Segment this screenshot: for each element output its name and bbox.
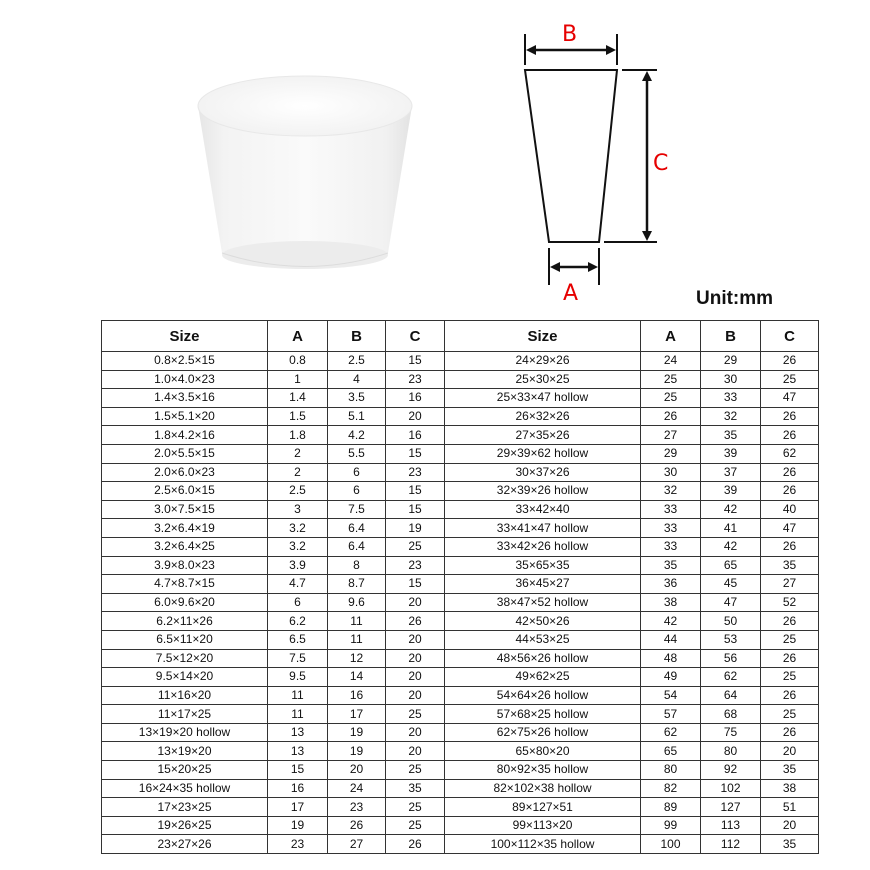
table-cell: 47 [761, 389, 819, 408]
table-cell: 23 [268, 835, 328, 854]
table-cell: 32 [701, 407, 761, 426]
table-cell: 26 [761, 537, 819, 556]
table-cell: 3.0×7.5×15 [102, 500, 268, 519]
table-body [102, 352, 819, 854]
table-cell: 4.2 [328, 426, 386, 445]
table-cell: 20 [386, 630, 445, 649]
table-cell: 42 [701, 537, 761, 556]
table-cell: 16 [328, 686, 386, 705]
table-cell: 113 [701, 816, 761, 835]
table-cell: 35 [761, 835, 819, 854]
table-cell: 16×24×35 hollow [102, 779, 268, 798]
table-cell: 13×19×20 hollow [102, 723, 268, 742]
table-cell: 39 [701, 444, 761, 463]
table-cell: 64 [701, 686, 761, 705]
unit-label: Unit:mm [696, 288, 774, 309]
table-cell: 65 [641, 742, 701, 761]
table-row [102, 723, 819, 742]
table-cell: 6.5 [268, 630, 328, 649]
table-cell: 1.8×4.2×16 [102, 426, 268, 445]
table-cell: 19 [386, 519, 445, 538]
table-cell: 47 [701, 593, 761, 612]
table-cell: 1 [268, 370, 328, 389]
table-cell: 35 [386, 779, 445, 798]
table-cell: 20 [386, 649, 445, 668]
table-cell: 16 [386, 389, 445, 408]
table-cell: 27 [641, 426, 701, 445]
table-cell: 6 [328, 482, 386, 501]
table-cell: 53 [701, 630, 761, 649]
table-cell: 14 [328, 668, 386, 687]
table-cell: 25 [761, 668, 819, 687]
table-cell: 20 [386, 742, 445, 761]
table-cell: 27 [328, 835, 386, 854]
table-cell: 33×41×47 hollow [445, 519, 641, 538]
table-cell: 44 [641, 630, 701, 649]
table-cell: 6 [328, 463, 386, 482]
table-cell: 25×30×25 [445, 370, 641, 389]
size-spec-table [101, 320, 819, 854]
table-cell: 127 [701, 798, 761, 817]
table-cell: 89×127×51 [445, 798, 641, 817]
table-cell: 49 [641, 668, 701, 687]
table-cell: 82×102×38 hollow [445, 779, 641, 798]
table-row [102, 407, 819, 426]
table-cell: 2 [268, 444, 328, 463]
table-cell: 100 [641, 835, 701, 854]
column-header: Size [102, 321, 268, 352]
table-cell: 6.4 [328, 537, 386, 556]
table-cell: 6.4 [328, 519, 386, 538]
table-cell: 99×113×20 [445, 816, 641, 835]
table-cell: 26 [761, 612, 819, 631]
table-cell: 13 [268, 742, 328, 761]
table-cell: 2.0×6.0×23 [102, 463, 268, 482]
table-cell: 25 [761, 370, 819, 389]
table-row [102, 761, 819, 780]
table-cell: 25×33×47 hollow [445, 389, 641, 408]
table-row [102, 500, 819, 519]
dimension-diagram [505, 10, 705, 310]
table-row [102, 519, 819, 538]
table-cell: 20 [328, 761, 386, 780]
table-cell: 48×56×26 hollow [445, 649, 641, 668]
table-cell: 48 [641, 649, 701, 668]
table-cell: 26 [328, 816, 386, 835]
table-cell: 20 [386, 668, 445, 687]
table-cell: 6 [268, 593, 328, 612]
table-cell: 16 [268, 779, 328, 798]
table-cell: 3.2 [268, 519, 328, 538]
table-cell: 62 [641, 723, 701, 742]
table-cell: 38×47×52 hollow [445, 593, 641, 612]
table-cell: 54×64×26 hollow [445, 686, 641, 705]
table-cell: 68 [701, 705, 761, 724]
table-cell: 15 [386, 352, 445, 371]
table-cell: 15 [268, 761, 328, 780]
column-header: A [641, 321, 701, 352]
table-cell: 26 [761, 686, 819, 705]
table-cell: 9.5×14×20 [102, 668, 268, 687]
table-cell: 3.2×6.4×25 [102, 537, 268, 556]
table-cell: 20 [386, 593, 445, 612]
table-cell: 2 [268, 463, 328, 482]
table-cell: 30×37×26 [445, 463, 641, 482]
table-row [102, 835, 819, 854]
table-cell: 50 [701, 612, 761, 631]
table-cell: 25 [761, 630, 819, 649]
table-cell: 44×53×25 [445, 630, 641, 649]
table-cell: 29 [641, 444, 701, 463]
table-cell: 6.2×11×26 [102, 612, 268, 631]
table-cell: 19 [328, 723, 386, 742]
table-cell: 20 [386, 723, 445, 742]
table-cell: 5.5 [328, 444, 386, 463]
table-cell: 25 [641, 389, 701, 408]
column-header: B [328, 321, 386, 352]
table-cell: 26 [761, 649, 819, 668]
table-cell: 35 [761, 761, 819, 780]
table-cell: 25 [761, 705, 819, 724]
table-cell: 8.7 [328, 575, 386, 594]
table-cell: 7.5 [328, 500, 386, 519]
table-cell: 5.1 [328, 407, 386, 426]
table-cell: 20 [386, 407, 445, 426]
table-cell: 35 [641, 556, 701, 575]
table-cell: 20 [761, 816, 819, 835]
table-cell: 9.5 [268, 668, 328, 687]
table-cell: 99 [641, 816, 701, 835]
table-cell: 35 [701, 426, 761, 445]
table-cell: 57 [641, 705, 701, 724]
table-cell: 11 [268, 705, 328, 724]
table-cell: 1.4×3.5×16 [102, 389, 268, 408]
table-cell: 102 [701, 779, 761, 798]
column-header: C [761, 321, 819, 352]
table-cell: 15 [386, 444, 445, 463]
table-cell: 1.8 [268, 426, 328, 445]
table-cell: 23×27×26 [102, 835, 268, 854]
table-cell: 26 [761, 463, 819, 482]
table-row [102, 593, 819, 612]
table-cell: 29×39×62 hollow [445, 444, 641, 463]
table-cell: 1.5 [268, 407, 328, 426]
table-cell: 36×45×27 [445, 575, 641, 594]
table-row [102, 612, 819, 631]
table-cell: 33 [641, 519, 701, 538]
table-cell: 27×35×26 [445, 426, 641, 445]
table-cell: 25 [386, 537, 445, 556]
table-row [102, 556, 819, 575]
table-cell: 36 [641, 575, 701, 594]
table-cell: 25 [641, 370, 701, 389]
table-row [102, 779, 819, 798]
label-a: A [563, 281, 579, 306]
table-row [102, 444, 819, 463]
table-cell: 19×26×25 [102, 816, 268, 835]
table-cell: 24×29×26 [445, 352, 641, 371]
table-row [102, 463, 819, 482]
table-cell: 26 [386, 835, 445, 854]
table-cell: 26 [761, 482, 819, 501]
table-cell: 3.9×8.0×23 [102, 556, 268, 575]
table-cell: 1.0×4.0×23 [102, 370, 268, 389]
stopper-product-image [190, 68, 420, 283]
column-header: B [701, 321, 761, 352]
table-cell: 92 [701, 761, 761, 780]
table-cell: 27 [761, 575, 819, 594]
table-cell: 33×42×40 [445, 500, 641, 519]
table-cell: 19 [268, 816, 328, 835]
table-cell: 62 [701, 668, 761, 687]
table-cell: 15×20×25 [102, 761, 268, 780]
table-cell: 11 [268, 686, 328, 705]
table-cell: 25 [386, 705, 445, 724]
table-cell: 54 [641, 686, 701, 705]
table-cell: 57×68×25 hollow [445, 705, 641, 724]
table-cell: 15 [386, 500, 445, 519]
table-cell: 41 [701, 519, 761, 538]
table-cell: 40 [761, 500, 819, 519]
table-cell: 38 [641, 593, 701, 612]
table-cell: 112 [701, 835, 761, 854]
table-cell: 26 [386, 612, 445, 631]
table-cell: 11×17×25 [102, 705, 268, 724]
table-cell: 33 [641, 500, 701, 519]
table-cell: 6.2 [268, 612, 328, 631]
label-c: C [653, 151, 669, 176]
table-cell: 3.9 [268, 556, 328, 575]
table-cell: 26×32×26 [445, 407, 641, 426]
table-cell: 49×62×25 [445, 668, 641, 687]
table-cell: 23 [386, 556, 445, 575]
table-cell: 16 [386, 426, 445, 445]
table-cell: 89 [641, 798, 701, 817]
table-cell: 7.5×12×20 [102, 649, 268, 668]
table-cell: 1.5×5.1×20 [102, 407, 268, 426]
table-cell: 26 [761, 407, 819, 426]
table-cell: 45 [701, 575, 761, 594]
table-cell: 4 [328, 370, 386, 389]
table-cell: 51 [761, 798, 819, 817]
table-row [102, 798, 819, 817]
table-row [102, 537, 819, 556]
table-cell: 65 [701, 556, 761, 575]
table-row [102, 426, 819, 445]
table-cell: 20 [386, 686, 445, 705]
table-cell: 23 [386, 463, 445, 482]
table-cell: 75 [701, 723, 761, 742]
table-cell: 65×80×20 [445, 742, 641, 761]
table-row [102, 816, 819, 835]
table-cell: 2.5×6.0×15 [102, 482, 268, 501]
table-cell: 26 [641, 407, 701, 426]
table-cell: 35 [761, 556, 819, 575]
table-cell: 1.4 [268, 389, 328, 408]
table-cell: 9.6 [328, 593, 386, 612]
table-cell: 3.5 [328, 389, 386, 408]
table-cell: 56 [701, 649, 761, 668]
table-cell: 23 [328, 798, 386, 817]
table-cell: 15 [386, 575, 445, 594]
table-cell: 26 [761, 352, 819, 371]
table-row [102, 705, 819, 724]
table-cell: 20 [761, 742, 819, 761]
label-b: B [562, 22, 578, 47]
table-cell: 2.0×5.5×15 [102, 444, 268, 463]
table-row [102, 742, 819, 761]
table-cell: 35×65×35 [445, 556, 641, 575]
table-cell: 42 [701, 500, 761, 519]
table-row [102, 482, 819, 501]
table-cell: 7.5 [268, 649, 328, 668]
table-cell: 33×42×26 hollow [445, 537, 641, 556]
table-cell: 80 [641, 761, 701, 780]
table-cell: 2.5 [268, 482, 328, 501]
table-header-row [102, 321, 819, 352]
table-cell: 0.8 [268, 352, 328, 371]
table-cell: 26 [761, 426, 819, 445]
table-cell: 3.2×6.4×19 [102, 519, 268, 538]
table-row [102, 575, 819, 594]
table-cell: 30 [701, 370, 761, 389]
table-cell: 80 [701, 742, 761, 761]
table-cell: 38 [761, 779, 819, 798]
table-cell: 11 [328, 612, 386, 631]
table-row [102, 370, 819, 389]
table-cell: 80×92×35 hollow [445, 761, 641, 780]
table-cell: 32×39×26 hollow [445, 482, 641, 501]
table-cell: 17×23×25 [102, 798, 268, 817]
table-cell: 29 [701, 352, 761, 371]
table-row [102, 630, 819, 649]
table-cell: 32 [641, 482, 701, 501]
table-cell: 52 [761, 593, 819, 612]
table-cell: 26 [761, 723, 819, 742]
table-cell: 3.2 [268, 537, 328, 556]
table-cell: 30 [641, 463, 701, 482]
table-cell: 37 [701, 463, 761, 482]
table-cell: 4.7×8.7×15 [102, 575, 268, 594]
table-cell: 24 [328, 779, 386, 798]
table-cell: 33 [641, 537, 701, 556]
column-header: C [386, 321, 445, 352]
table-cell: 47 [761, 519, 819, 538]
table-cell: 33 [701, 389, 761, 408]
table-row [102, 352, 819, 371]
table-row [102, 389, 819, 408]
table-cell: 19 [328, 742, 386, 761]
table-cell: 25 [386, 761, 445, 780]
table-cell: 0.8×2.5×15 [102, 352, 268, 371]
table-cell: 39 [701, 482, 761, 501]
table-cell: 6.0×9.6×20 [102, 593, 268, 612]
table-cell: 11×16×20 [102, 686, 268, 705]
table-cell: 62×75×26 hollow [445, 723, 641, 742]
column-header: A [268, 321, 328, 352]
table-cell: 13×19×20 [102, 742, 268, 761]
table-cell: 11 [328, 630, 386, 649]
table-row [102, 649, 819, 668]
table-cell: 100×112×35 hollow [445, 835, 641, 854]
table-cell: 82 [641, 779, 701, 798]
table-cell: 15 [386, 482, 445, 501]
table-cell: 13 [268, 723, 328, 742]
table-cell: 6.5×11×20 [102, 630, 268, 649]
table-cell: 4.7 [268, 575, 328, 594]
table-row [102, 686, 819, 705]
table-cell: 42×50×26 [445, 612, 641, 631]
column-header: Size [445, 321, 641, 352]
table-cell: 23 [386, 370, 445, 389]
table-cell: 24 [641, 352, 701, 371]
table-cell: 42 [641, 612, 701, 631]
table-cell: 12 [328, 649, 386, 668]
table-cell: 17 [268, 798, 328, 817]
table-cell: 17 [328, 705, 386, 724]
table-cell: 62 [761, 444, 819, 463]
table-cell: 3 [268, 500, 328, 519]
table-row [102, 668, 819, 687]
table-cell: 25 [386, 798, 445, 817]
table-cell: 2.5 [328, 352, 386, 371]
table-cell: 25 [386, 816, 445, 835]
table-cell: 8 [328, 556, 386, 575]
